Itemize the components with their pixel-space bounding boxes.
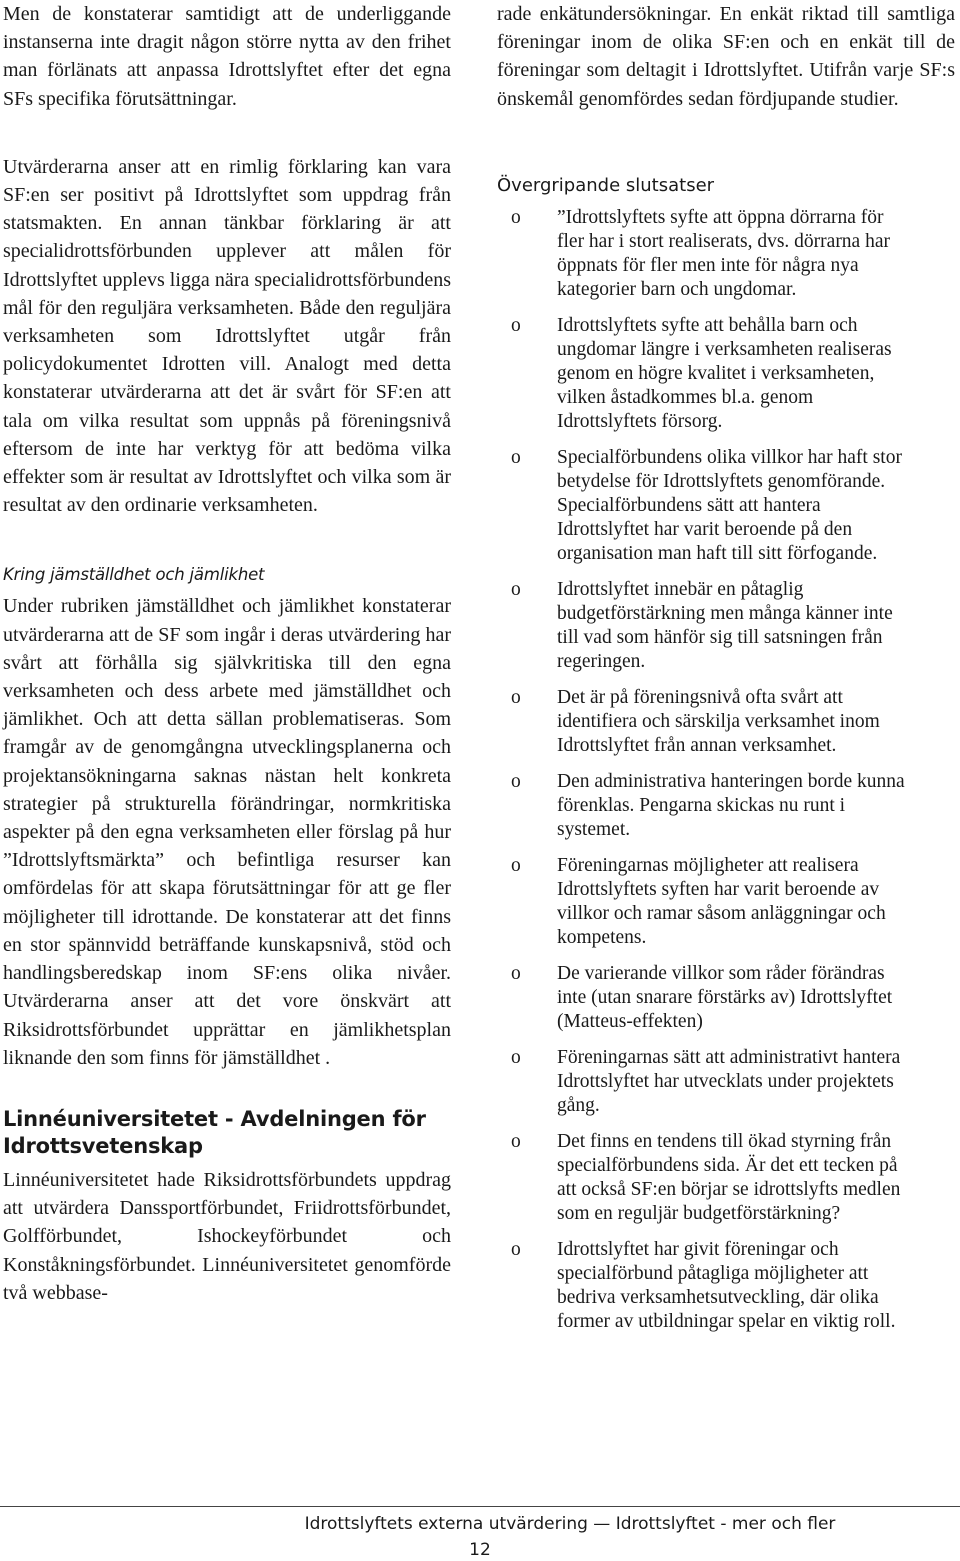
- list-item: [497, 446, 955, 566]
- list-item-text: Specialförbundens olika villkor har haft stor betydelse för Idrottslyftets genomförande. Specialförbundens sätt att hantera Idrottslyftet har varit beroende på den organisation man haft till sitt förfogande.: [557, 446, 902, 564]
- list-item-text: Föreningarnas sätt att administrativt hantera Idrottslyftet har utvecklats under projektets gång.: [557, 1046, 901, 1116]
- subheading: Kring jämställdhet och jämlikhet: [3, 565, 265, 585]
- list-item-text: Idrottslyftet innebär en påtaglig budgetförstärkning men många känner inte till vad som hänför sig till satsningen från regeringen.: [557, 578, 893, 672]
- list-item-text: Idrottslyftet har givit föreningar och specialförbund påtagliga möjligheter att bedriva verksamhetsutveckling, där olika former av utbildningar spelar en viktig roll.: [557, 1238, 896, 1332]
- list-item-text: De varierande villkor som råder förändras inte (utan snarare förstärks av) Idrottslyftet (Matteus-effekten): [557, 962, 893, 1032]
- list-item: [497, 578, 955, 674]
- page-number: 12: [469, 1540, 491, 1560]
- list-item: [497, 1046, 955, 1118]
- right-column: [497, 0, 955, 1346]
- list-item-text: Föreningarnas möjligheter att realisera Idrottslyftets syften har varit beroende av villkor och ramar såsom anläggningar och kompetens.: [557, 854, 886, 948]
- bullet-marker: o: [511, 962, 521, 984]
- bullet-marker: o: [511, 1046, 521, 1068]
- bullet-marker: o: [511, 314, 521, 336]
- conclusions-heading: Övergripande slutsatser: [497, 174, 715, 196]
- bullet-marker: o: [511, 1130, 521, 1152]
- section-heading: Linnéuniversitetet - Avdelningen för Idrottsvetenskap: [3, 1106, 426, 1158]
- body-paragraph: Linnéuniversitetet hade Riksidrottsförbundets uppdrag att utvärdera Danssportförbundet, Friidrottsförbundet, Golfförbundet, Ishockeyförbundet och Konståkningsförbundet. Linnéuniversitetet genomförde två webbase-: [3, 1168, 451, 1304]
- footer-divider: [0, 1506, 960, 1507]
- list-item-text: Den administrativa hanteringen borde kunna förenklas. Pengarna skickas nu runt i systemet.: [557, 770, 905, 840]
- list-item-text: ”Idrottslyftets syfte att öppna dörrarna för fler har i stort realiserats, dvs. dörrarna har öppnats för fler men inte för några nya kategorier barn och ungdomar.: [557, 206, 890, 300]
- list-item-text: Idrottslyftets syfte att behålla barn och ungdomar längre i verksamheten realiseras genom en högre kvalitet i verksamheten, vilken åstadkommes bl.a. genom Idrottslyftets försorg.: [557, 314, 892, 432]
- list-item: [497, 854, 955, 950]
- bullet-marker: o: [511, 1238, 521, 1260]
- list-item: [497, 314, 955, 434]
- left-column: [3, 0, 451, 1307]
- footer-title: Idrottslyftets externa utvärdering — Idrottslyftet - mer och fler: [304, 1514, 836, 1534]
- body-paragraph: Utvärderarna anser att en rimlig förklaring kan vara SF:en ser positivt på Idrottslyftet som uppdrag från statsmakten. En annan tänkbar förklaring är att specialidrottsförbunden upplever att målen för Idrottslyftet upplevs ligga nära specialidrottsförbundens mål för den reguljära verksamheten. Både den reguljära verksamheten som Idrottslyftet utgår från policydokumentet Idrotten vill. Analogt med detta konstaterar utvärderarna att det är svårt för SF:en att tala om vilka resultat som uppnås på föreningsnivå eftersom de inte har verktyg för att bedöma vilka effekter som är resultat av Idrottslyftet och vilka som är resultat av den ordinarie verksamheten.: [3, 155, 451, 517]
- bullet-marker: o: [511, 446, 521, 468]
- list-item: [497, 962, 955, 1034]
- bullet-marker: o: [511, 206, 521, 228]
- bullet-marker: o: [511, 770, 521, 792]
- body-paragraph: rade enkätundersökningar. En enkät riktad till samtliga föreningar inom de olika SF:en och en enkät till de föreningar som deltagit i Idrottslyftet. Utifrån varje SF:s önskemål genomfördes sedan fördjupande studier.: [497, 3, 955, 110]
- body-paragraph: Men de konstaterar samtidigt att de underliggande instanserna inte dragit någon större nytta av den frihet man förlänats att anpassa Idrottslyftet efter det egna SFs specifika förutsättningar.: [3, 3, 451, 110]
- body-paragraph: Under rubriken jämställdhet och jämlikhet konstaterar utvärderarna att de SF som ingår i deras utvärdering har svårt att förhålla sig självkritiska till den egna verksamheten och dess arbete med jämställdhet och jämlikhet. Och att detta sällan problematiseras. Som framgår av de genomgångna utvecklingsplanerna och projektansökningarna saknas nästan helt konkreta strategier på strukturella förändringar, normkritiska aspekter på den egna verksamheten eller förslag på hur ”Idrottslyftsmärkta” och befintliga resurser kan omfördelas för att skapa förutsättningar för att ge fler möjligheter till idrottande. De konstaterar att det finns en stor spännvidd beträffande kunskapsnivå, stöd och handlingsberedskap inom SF:ens olika nivåer. Utvärderarna anser att det vore önskvärt att Riksidrottsförbundet upprättar en jämlikhetsplan liknande den som finns för jämställdhet .: [3, 595, 451, 1069]
- list-item: [497, 1130, 955, 1226]
- list-item-text: Det är på föreningsnivå ofta svårt att identifiera och särskilja verksamhet inom Idrottslyftet från annan verksamhet.: [557, 686, 880, 756]
- conclusions-list: [497, 206, 955, 1334]
- list-item: [497, 1238, 955, 1334]
- bullet-marker: o: [511, 686, 521, 708]
- bullet-marker: o: [511, 854, 521, 876]
- list-item: [497, 206, 955, 302]
- list-item: [497, 770, 955, 842]
- bullet-marker: o: [511, 578, 521, 600]
- list-item: [497, 686, 955, 758]
- list-item-text: Det finns en tendens till ökad styrning från specialförbundens sida. Är det ett tecken på att också SF:en börjar se idrottslyfts medlen som en reguljär budgetförstärkning?: [557, 1130, 901, 1224]
